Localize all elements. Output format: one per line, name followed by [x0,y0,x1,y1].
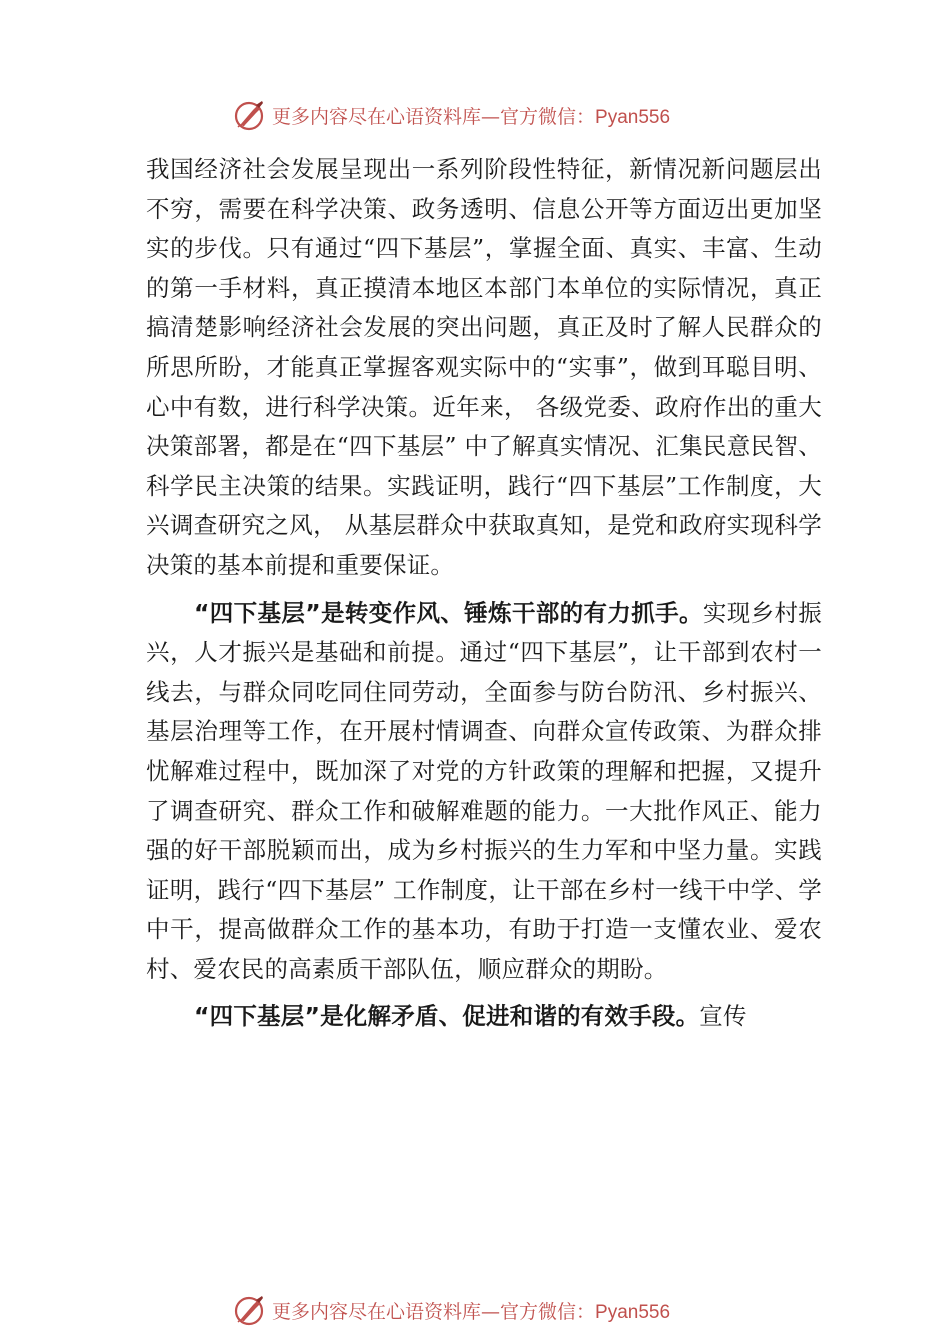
watermark-wechat-id: Pyan556 [595,106,671,128]
paragraph-2-text: 实现乡村振兴，人才振兴是基础和前提。通过“四下基层”，让干部到农村一线去，与群众同吃同住同劳动，全面参与防台防汛、乡村振兴、基层治理等工作，在开展村情调查、向群众宣传政策、为群众排忧解难过程中，既加深了对党的方针政策的理解和把握，又提升了调查研究、群众工作和破解难题的能力。一大批作风正、能力强的好干部脱颖而出，成为乡村振兴的生力军和中坚力量。实践证明，践行“四下基层” 工作制度，让干部在乡村一线干中学、学中干，提高做群众工作的基本功，有助于打造一支懂农业、爱农村、爱农民的高素质干部队伍，顺应群众的期盼。 [146,598,823,983]
pen-logo-icon [232,97,268,133]
paragraph-3-text: 宣传 [699,1002,747,1031]
watermark-footer [232,1290,752,1330]
paragraph-2 [146,594,822,990]
paragraph-1 [146,150,822,586]
paragraph-3 [146,997,822,1037]
paragraph-1-text: 我国经济社会发展呈现出一系列阶段性特征，新情况新问题层出不穷，需要在科学决策、政务透明、信息公开等方面迈出更加坚实的步伐。只有通过“四下基层”，掌握全面、真实、丰富、生动的第一手材料，真正摸清本地区本部门本单位的实际情况，真正搞清楚影响经济社会发展的突出问题，真正及时了解人民群众的所思所盼，才能真正掌握客观实际中的“实事”，做到耳聪目明、心中有数，进行科学决策。近年来， 各级党委、政府作出的重大决策部署，都是在“四下基层” 中了解真实情况、汇集民意民智、科学民主决策的结果。实践证明，践行“四下基层”工作制度，大兴调查研究之风， 从基层群众中获取真知，是党和政府实现科学决策的基本前提和重要保证。 [146,155,822,579]
document-body [146,150,822,1037]
paragraph-2-lead: “四下基层”是转变作风、锤炼干部的有力抓手。 [194,598,703,627]
paragraph-3-lead: “四下基层”是化解矛盾、促进和谐的有效手段。 [194,1002,700,1031]
watermark-label: 更多内容尽在心语资料库—官方微信： [272,105,596,128]
watermark-label: 更多内容尽在心语资料库—官方微信： [272,1300,596,1323]
watermark-text [272,102,670,129]
watermark-text [272,1297,670,1324]
watermark-wechat-id: Pyan556 [595,1301,671,1323]
pen-logo-icon [232,1292,268,1328]
watermark-header [232,95,752,135]
